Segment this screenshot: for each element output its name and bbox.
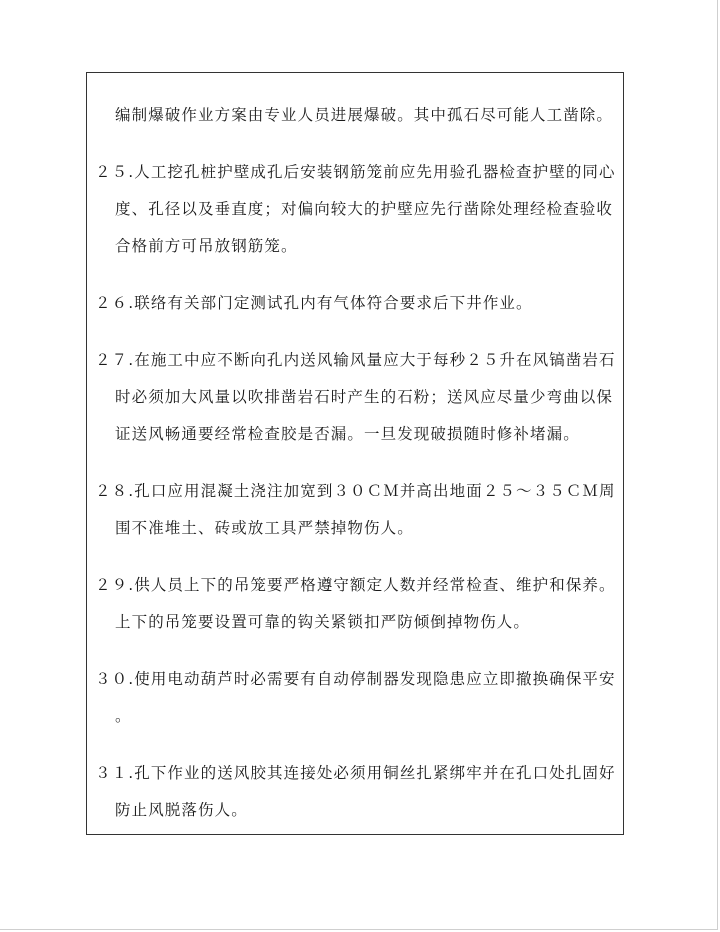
paragraph-line: 度、孔径以及垂直度；对偏向较大的护壁应先行凿除处理经检查验收	[115, 200, 614, 218]
paragraph-line: ２６.联络有关部门定测试孔内有气体符合要求后下井作业。	[95, 294, 533, 312]
paragraph-line: ２９.供人员上下的吊笼要严格遵守额定人数并经常检查、维护和保养。	[95, 576, 616, 594]
paragraph-line: 时必须加大风量以吹排凿岩石时产生的石粉；送风应尽量少弯曲以保	[115, 388, 614, 406]
paragraph-gap	[115, 134, 625, 154]
document-body	[95, 97, 625, 829]
numbered-paragraph	[95, 567, 625, 641]
paragraph-line: 防止风脱落伤人。	[115, 801, 248, 819]
numbered-paragraph	[95, 755, 625, 829]
paragraph-line: 上下的吊笼要设置可靠的钩关紧锁扣严防倾倒掉物伤人。	[115, 613, 531, 631]
paragraph-line: 编制爆破作业方案由专业人员进展爆破。其中孤石尽可能人工凿除。	[115, 106, 614, 124]
paragraph	[115, 97, 625, 134]
paragraph-line: 合格前方可吊放钢筋笼。	[115, 237, 298, 255]
paragraph-line: ２７.在施工中应不断向孔内送风输风量应大于每秒２５升在风镐凿岩石	[95, 351, 616, 369]
paragraph-gap	[115, 735, 625, 755]
paragraph-line: 证送风畅通要经常检查胶是否漏。一旦发现破损随时修补堵漏。	[115, 425, 580, 443]
paragraph-gap	[115, 322, 625, 342]
numbered-paragraph	[95, 285, 625, 322]
paragraph-line: 围不准堆土、砖或放工具严禁掉物伤人。	[115, 519, 414, 537]
numbered-paragraph	[95, 342, 625, 453]
numbered-paragraph	[95, 473, 625, 547]
paragraph-line: ２８.孔口应用混凝土浇注加宽到３０ＣＭ并高出地面２５～３５ＣＭ周	[95, 482, 616, 500]
paragraph-gap	[115, 547, 625, 567]
numbered-paragraph	[95, 154, 625, 265]
paragraph-line: 。	[115, 707, 132, 725]
numbered-paragraph	[95, 661, 625, 735]
paragraph-gap	[115, 453, 625, 473]
paragraph-gap	[115, 641, 625, 661]
paragraph-gap	[115, 265, 625, 285]
paragraph-line: ２５.人工挖孔桩护壁成孔后安装钢筋笼前应先用验孔器检查护壁的同心	[95, 163, 616, 181]
paragraph-line: ３１.孔下作业的送风胶其连接处必须用铜丝扎紧绑牢并在孔口处扎固好	[95, 764, 616, 782]
paragraph-line: ３０.使用电动葫芦时必需要有自动停制器发现隐患应立即撤换确保平安	[95, 670, 616, 688]
